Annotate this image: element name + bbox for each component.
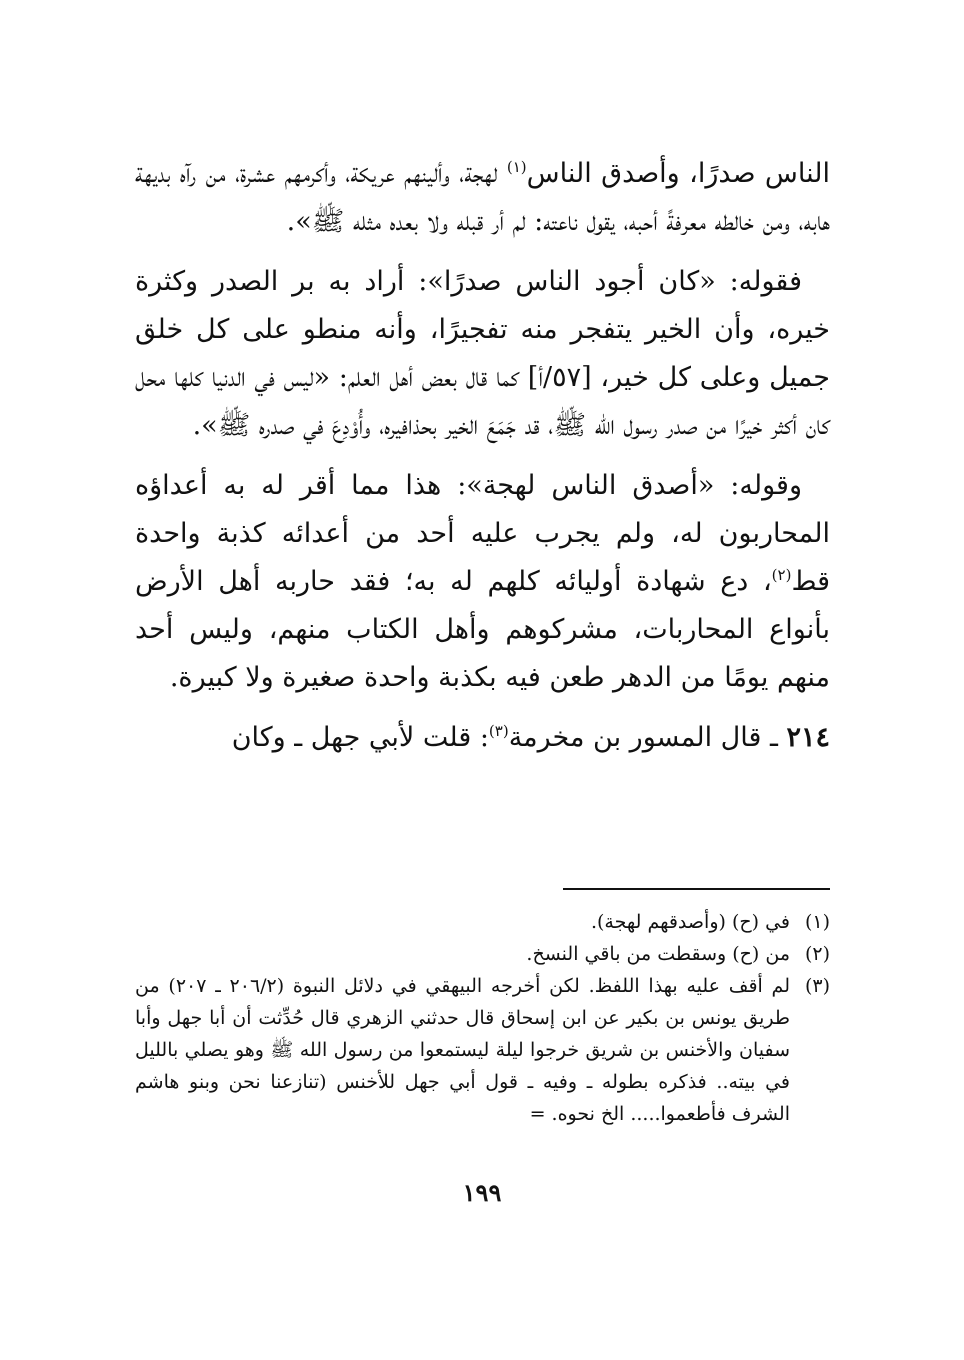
- footnote-ref-1[interactable]: (١): [506, 158, 527, 176]
- footnote-item: [135, 970, 830, 1130]
- footnote-item: [135, 906, 830, 938]
- footnote-ref-2[interactable]: (٢): [771, 566, 792, 584]
- main-text: [135, 150, 830, 774]
- paragraph-2: فقوله: «كان أجود الناس صدرًا»: أراد به بر الصدر وكثرة خيره، وأن الخير يتفجر منه تفجيرًا، وأنه منطو على كل خلق جميل وعلى كل خير، [٥٧/أ] كما قال بعض أهل العلم: «ليس في الدنيا كلها محل كان أكثر خيرًا من صدر رسول الله ﷺ، قد جَمَعَ الخير بحذافيره، وأُوْدِعَ في صدره ﷺ».: [135, 266, 830, 441]
- footnote-ref-3[interactable]: (٣): [488, 722, 509, 740]
- paragraph-3-text-rest: ، دع شهادة أوليائه كلهم له به؛ فقد حاربه أهل الأرض بأنواع المحاربات، مشركوهم وأهل الكتاب منهم، وليس أحد منهم يومًا من الدهر طعن فيه بكذبة واحدة صغيرة ولا كبيرة.: [135, 566, 830, 693]
- footnote-text: لم أقف عليه بهذا اللفظ. لكن أخرجه البيهقي في دلائل النبوة (٢٠٦/٢ ـ ٢٠٧) من طريق يونس بن بكير عن ابن إسحاق قال حدثني الزهري قال حُدِّثت أن أبا جهل وأبا سفيان والأخنس بن شريق خرجوا ليلة ليستمعوا من رسول الله ﷺ وهو يصلي بالليل في بيته.. فذكره بطوله ـ وفيه ـ قول أبي جهل للأخنس (تنازعنا نحن وبنو هاشم الشرف فأطعموا..... الخ نحوه. =: [135, 975, 790, 1125]
- page-number: ١٩٩: [462, 1178, 502, 1207]
- hadith-number: ٢١٤: [786, 722, 830, 753]
- paragraph-3-text: وقوله: «أصدق الناس لهجة»: هذا مما أقر له به أعداؤه المحاربون له، ولم يجرب عليه أحد من أعدائه كذبة واحدة قط: [135, 470, 830, 597]
- footnotes: [135, 906, 830, 1130]
- footnote-marker: (٣): [804, 975, 830, 997]
- footnote-divider: [563, 888, 830, 890]
- footnote-item: [135, 938, 830, 970]
- paragraph-1-text-rest: لهجة، وألينهم عريكة، وأكرمهم عشرة، من رآه بديهة هابه، ومن خالطه معرفةً أحبه، يقول ناعته: لم أر قبله ولا بعده مثله ﷺ».: [135, 158, 830, 237]
- paragraph-1-text: الناس صدرًا، وأصدق الناس: [526, 158, 830, 189]
- footnote-text: من (ح) وسقطت من باقي النسخ.: [526, 943, 790, 965]
- paragraph-1: [135, 150, 830, 246]
- footnote-marker: (٢): [804, 943, 830, 965]
- paragraph-4-text: ـ قال المسور بن مخرمة: [508, 722, 787, 753]
- paragraph-4: [135, 714, 830, 762]
- paragraph-3: [135, 462, 830, 702]
- footnote-marker: (١): [804, 911, 830, 933]
- paragraph-4-text-rest: : قلت لأبي جهل ـ وكان: [231, 722, 489, 753]
- footnote-text: في (ح) (وأصدقهم لهجة).: [590, 911, 790, 933]
